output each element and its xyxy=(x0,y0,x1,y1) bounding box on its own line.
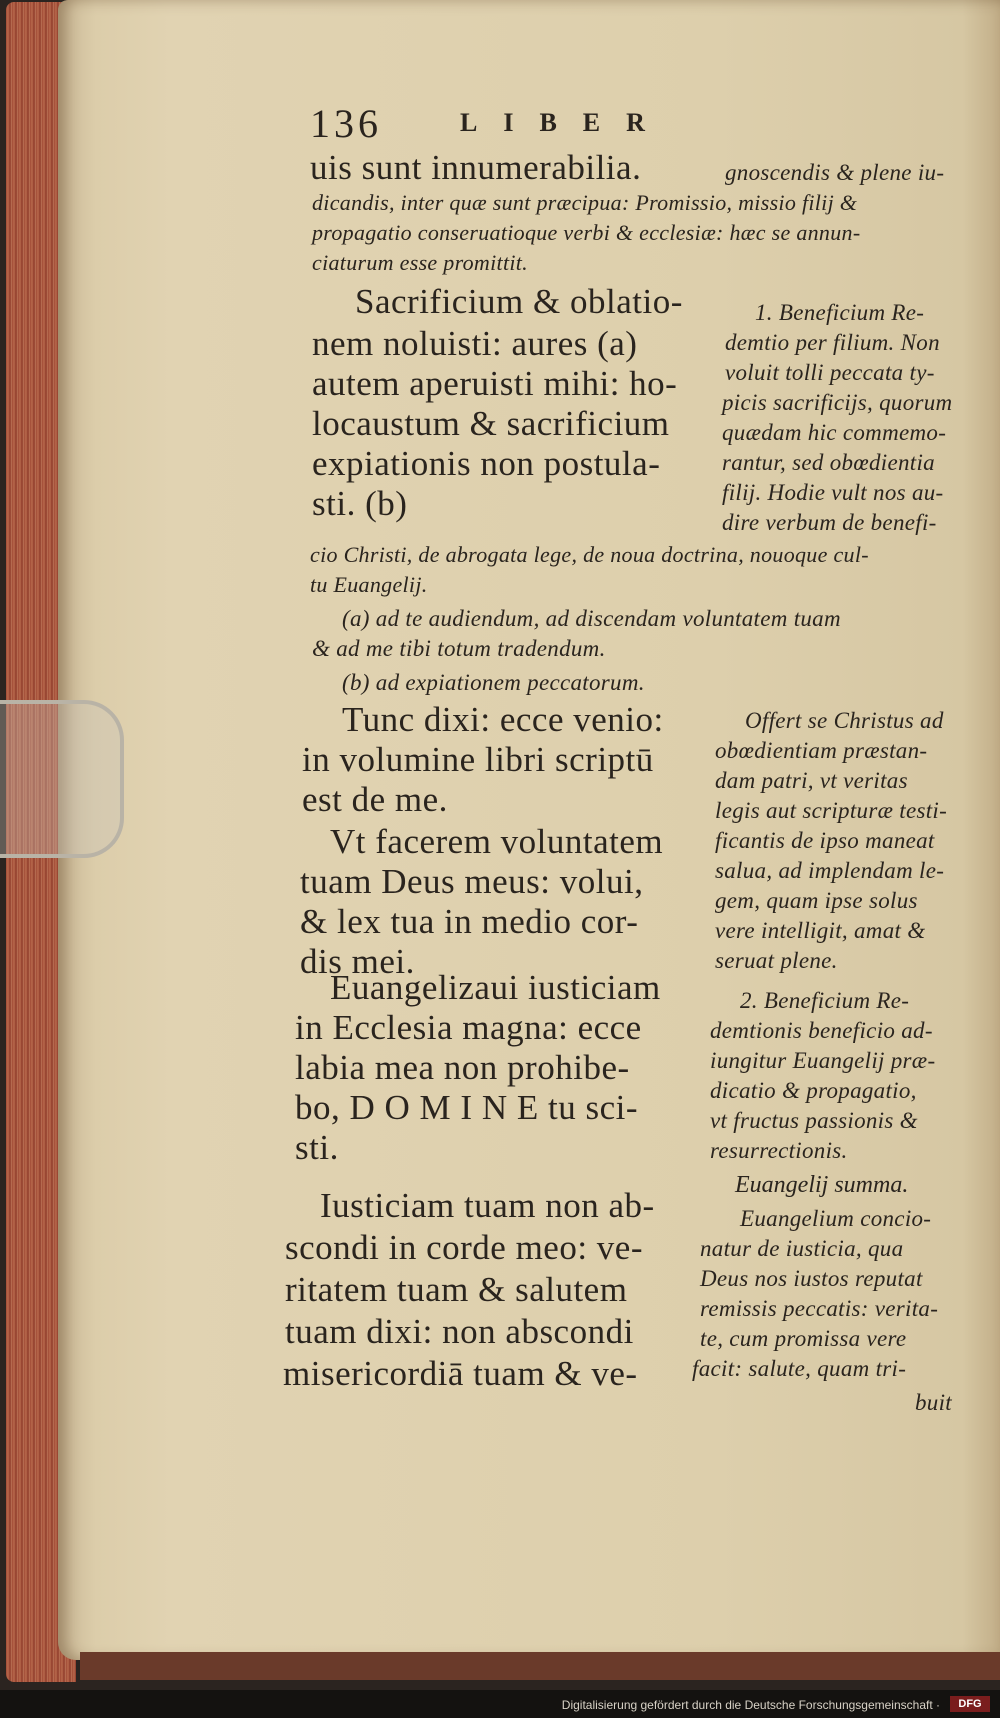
note-line: gnoscendis & plene iu- xyxy=(725,160,945,185)
main-line: sti. (b) xyxy=(312,484,408,523)
main-line: est de me. xyxy=(302,780,448,819)
note-line: rantur, sed obœdientia xyxy=(722,450,935,475)
note-line: iungitur Euangelij præ- xyxy=(710,1048,936,1073)
main-line: in Ecclesia magna: ecce xyxy=(295,1008,642,1047)
main-line: ritatem tuam & salutem xyxy=(285,1270,628,1309)
main-line: expiationis non postula- xyxy=(312,444,661,483)
note-line: obœdientiam præstan- xyxy=(715,738,928,763)
main-line: Euangelizaui iusticiam xyxy=(330,968,661,1007)
note-line: & ad me tibi totum tradendum. xyxy=(312,636,606,661)
main-line: tuam dixi: non abscondi xyxy=(285,1312,634,1351)
note-line: vt fructus passionis & xyxy=(710,1108,918,1133)
note-line: (b) ad expiationem peccatorum. xyxy=(342,670,645,695)
note-line: dam patri, vt veritas xyxy=(715,768,908,793)
main-line: & lex tua in medio cor- xyxy=(300,902,639,941)
page-number: 136 xyxy=(310,101,382,146)
main-line: tuam Deus meus: volui, xyxy=(300,862,644,901)
note-line: seruat plene. xyxy=(715,948,838,973)
note-line: salua, ad implendam le- xyxy=(715,858,945,883)
main-line: Tunc dixi: ecce venio: xyxy=(342,700,664,739)
main-line: sti. xyxy=(295,1128,339,1167)
note-line: ciaturum esse promittit. xyxy=(312,250,528,275)
note-line: tu Euangelij. xyxy=(310,572,428,597)
main-line: bo, D O M I N E tu sci- xyxy=(295,1088,638,1127)
note-line: dire verbum de benefi- xyxy=(722,510,937,535)
running-title: LIBER xyxy=(460,108,671,137)
note-line: (a) ad te audiendum, ad discendam voluntatem tuam xyxy=(342,606,841,631)
note-line: voluit tolli peccata ty- xyxy=(725,360,935,385)
note-line: remissis peccatis: verita- xyxy=(700,1296,939,1321)
note-line: 2. Beneficium Re- xyxy=(740,988,910,1013)
dfg-logo: DFG xyxy=(950,1696,990,1712)
note-line: dicandis, inter quæ sunt præcipua: Promissio, missio filij & xyxy=(312,190,858,215)
main-line: uis sunt innumerabilia. xyxy=(310,148,642,187)
note-line: natur de iusticia, qua xyxy=(700,1236,904,1261)
note-line: demtionis beneficio ad- xyxy=(710,1018,933,1043)
main-line: misericordiā tuam & ve- xyxy=(283,1354,638,1393)
note-line: resurrectionis. xyxy=(710,1138,848,1163)
note-heading: Euangelij summa. xyxy=(735,1172,909,1198)
note-line: cio Christi, de abrogata lege, de noua doctrina, nouoque cul- xyxy=(310,542,869,567)
main-line: dis mei. xyxy=(300,942,415,981)
main-line: autem aperuisti mihi: ho- xyxy=(312,364,678,403)
note-line: Deus nos iustos reputat xyxy=(700,1266,923,1291)
note-line: legis aut scripturæ testi- xyxy=(715,798,948,823)
main-line: nem noluisti: aures (a) xyxy=(312,324,638,363)
note-line: demtio per filium. Non xyxy=(725,330,940,355)
note-line: ficantis de ipso maneat xyxy=(715,828,935,853)
main-line: Sacrificium & oblatio- xyxy=(355,282,683,321)
note-line: propagatio conseruatioque verbi & ecclesiæ: hæc se annun- xyxy=(312,220,861,245)
main-line: scondi in corde meo: ve- xyxy=(285,1228,644,1267)
main-line: Iusticiam tuam non ab- xyxy=(320,1186,655,1225)
footer-credit: Digitalisierung gefördert durch die Deutsche Forschungsgemeinschaft · xyxy=(561,1698,940,1712)
note-line: 1. Beneficium Re- xyxy=(755,300,925,325)
main-line: Vt facerem voluntatem xyxy=(330,822,664,861)
note-line: buit xyxy=(915,1390,952,1415)
note-line: picis sacrificijs, quorum xyxy=(722,390,953,415)
note-line: filij. Hodie vult nos au- xyxy=(722,480,944,505)
note-line: te, cum promissa vere xyxy=(700,1326,907,1351)
note-line: vere intelligit, amat & xyxy=(715,918,926,943)
main-line: labia mea non prohibe- xyxy=(295,1048,630,1087)
main-line: locaustum & sacrificium xyxy=(312,404,670,443)
note-line: Euangelium concio- xyxy=(740,1206,932,1231)
note-line: Offert se Christus ad xyxy=(745,708,944,733)
note-line: quædam hic commemo- xyxy=(722,420,947,445)
main-line: in volumine libri scriptū xyxy=(302,740,654,779)
note-line: facit: salute, quam tri- xyxy=(692,1356,907,1381)
note-line: gem, quam ipse solus xyxy=(715,888,918,913)
note-line: dicatio & propagatio, xyxy=(710,1078,917,1103)
